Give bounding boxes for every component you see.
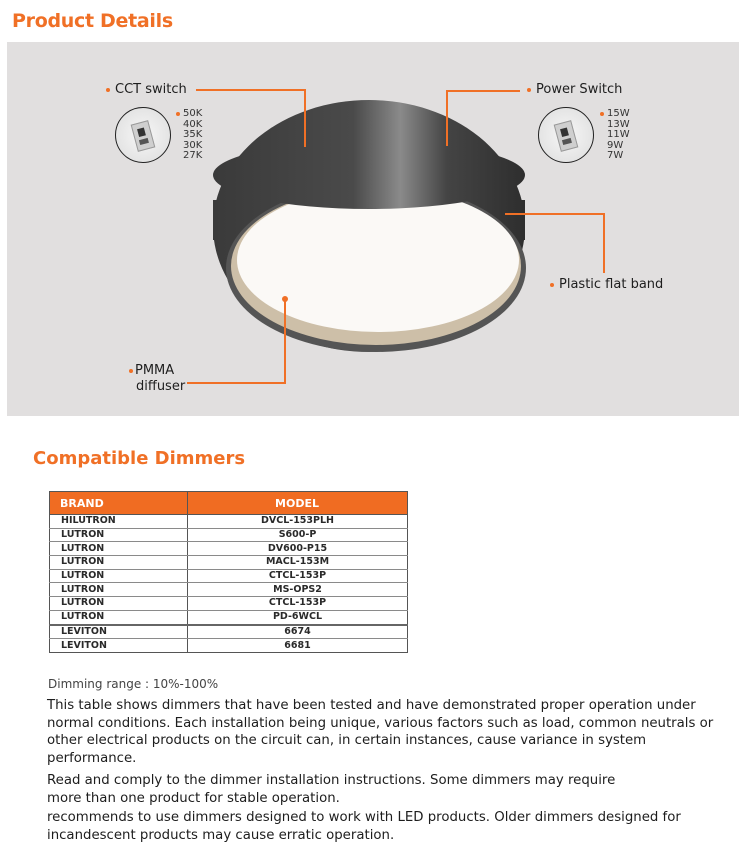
power-option: 9W	[607, 139, 624, 151]
cct-switch-thumbnail	[115, 107, 171, 163]
notes-paragraph-2-line1: Read and comply to the dimmer installation instructions. Some dimmers may require	[47, 773, 616, 788]
table-row	[50, 556, 408, 570]
notes-paragraph-3: recommends to use dimmers designed to work with LED products. Older dimmers designed for incandescent products may cause erratic operation.	[47, 810, 681, 843]
bullet-icon	[550, 283, 554, 287]
brand-cell: LUTRON	[50, 556, 188, 570]
model-cell: CTCL-153P	[188, 569, 408, 583]
notes-paragraph-2-line2: more than one product for stable operation.	[47, 791, 340, 806]
band-leader-v	[603, 213, 605, 273]
column-header-model: MODEL	[188, 492, 408, 515]
ceiling-light-image	[0, 0, 746, 420]
model-cell: MS-OPS2	[188, 583, 408, 597]
brand-cell: LUTRON	[50, 583, 188, 597]
model-cell: CTCL-153P	[188, 597, 408, 611]
model-cell: MACL-153M	[188, 556, 408, 570]
brand-cell: LUTRON	[50, 597, 188, 611]
cct-leader-h	[196, 89, 306, 91]
cct-switch-label: CCT switch	[115, 82, 187, 97]
power-switch-thumbnail	[538, 107, 594, 163]
bullet-icon	[129, 369, 133, 373]
cct-option: 40K	[183, 118, 203, 130]
model-cell: DV600-P15	[188, 542, 408, 556]
brand-cell: LUTRON	[50, 528, 188, 542]
diffuser-leader-h	[187, 382, 286, 384]
table-header	[50, 492, 408, 515]
cct-option: 27K	[183, 150, 203, 161]
diffuser-leader-v	[284, 298, 286, 384]
dimming-range-text: Dimming range : 10%-100%	[48, 677, 219, 691]
diffuser-point	[282, 296, 288, 302]
model-cell: S600-P	[188, 528, 408, 542]
table-row	[50, 515, 408, 529]
product-details-title: Product Details	[12, 10, 173, 32]
diffuser-callout	[129, 363, 185, 395]
cct-leader-v	[304, 89, 306, 147]
table-row	[50, 625, 408, 639]
power-options	[607, 109, 630, 162]
brand-cell: LEVITON	[50, 639, 188, 653]
model-cell: 6674	[188, 625, 408, 639]
power-leader-h	[446, 90, 520, 92]
diffuser-label-line1: PMMA	[135, 363, 175, 378]
brand-cell: HILUTRON	[50, 515, 188, 529]
band-leader-h	[505, 213, 605, 215]
column-header-brand: BRAND	[50, 492, 188, 515]
power-option: 13W	[607, 118, 630, 130]
plastic-band-label: Plastic flat band	[559, 277, 664, 292]
cct-option: 50K	[183, 108, 203, 119]
brand-cell: LUTRON	[50, 542, 188, 556]
cct-option: 35K	[183, 129, 203, 140]
power-leader-v	[446, 90, 448, 146]
power-option: 15W	[607, 108, 630, 119]
table-row	[50, 528, 408, 542]
table-row	[50, 639, 408, 653]
brand-cell: LUTRON	[50, 610, 188, 624]
power-switch-label: Power Switch	[536, 82, 623, 97]
cct-option: 30K	[183, 139, 203, 151]
table-row	[50, 583, 408, 597]
compatible-dimmers-title: Compatible Dimmers	[33, 448, 246, 469]
cct-switch-callout	[106, 82, 187, 97]
bullet-icon	[527, 88, 531, 92]
brand-cell: LEVITON	[50, 625, 188, 639]
model-cell: 6681	[188, 639, 408, 653]
table-row	[50, 542, 408, 556]
table-row	[50, 610, 408, 624]
diffuser-label-line2: diffuser	[136, 379, 186, 394]
dimmers-table	[49, 491, 408, 653]
model-cell: PD-6WCL	[188, 610, 408, 624]
model-cell: DVCL-153PLH	[188, 515, 408, 529]
brand-cell: LUTRON	[50, 569, 188, 583]
plastic-band-callout	[550, 277, 663, 292]
table-row	[50, 569, 408, 583]
cct-options	[183, 109, 202, 162]
notes-paragraph-1: This table shows dimmers that have been tested and have demonstrated proper operation under normal conditions. Each installation being unique, various factors such as load, common neutrals or other electrical products on the circuit can, in certain instances, cause variance in system performance.	[47, 698, 714, 766]
bullet-icon	[106, 88, 110, 92]
power-switch-callout	[527, 82, 622, 97]
table-row	[50, 597, 408, 611]
power-option: 7W	[607, 150, 624, 161]
power-option: 11W	[607, 129, 630, 140]
